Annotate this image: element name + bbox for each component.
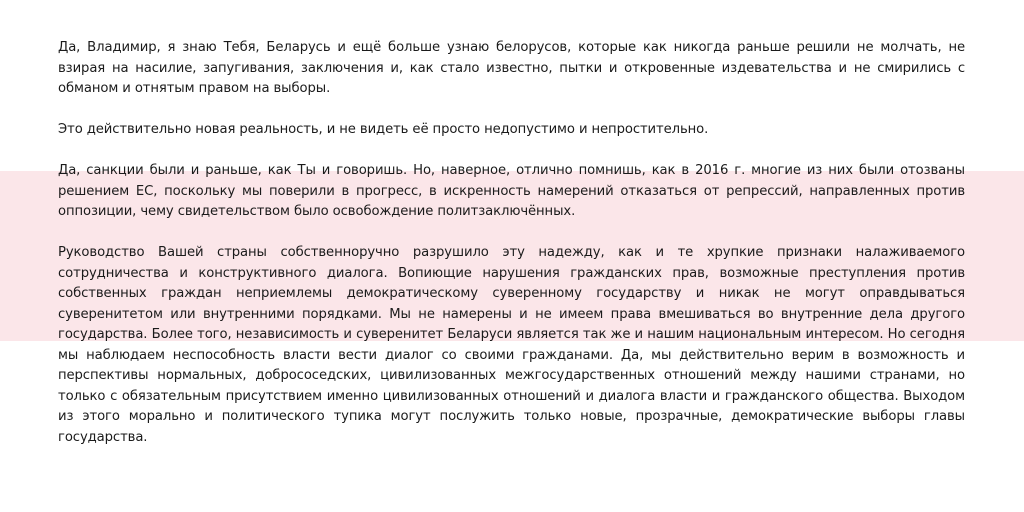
paragraph-1: Да, Владимир, я знаю Тебя, Беларусь и ещё больше узнаю белорусов, которые как никогда раньше решили не молчать, не взирая на насилие, запугивания, заключения и, как стало известно, пытки и откровенные издевательства и не смирились с обманом и отнятым правом на выборы. bbox=[58, 40, 965, 96]
paragraph-4: Руководство Вашей страны собственноручно разрушило эту надежду, как и те хрупкие признаки налаживаемого сотрудничества и конструктивного диалога. Вопиющие нарушения гражданских прав, возможные преступления против собственных граждан неприемлемы демократическому суверенному государству и никак не могут оправдываться суверенитетом или внутренними порядками. Мы не намерены и не имеем права вмешиваться во внутренние дела другого государства. Более того, независимость и суверенитет Беларуси является так же и нашим национальным интересом. Но сегодня мы наблюдаем неспособность власти вести диалог со своими гражданами. Да, мы действительно верим в возможность и перспективы нормальных, добрососедских, цивилизованных межгосударственных отношений между нашими странами, но только с обязательным присутствием именно цивилизованных отношений и диалога власти и гражданского общества. Выходом из этого морально и политического тупика могут послужить только новые, прозрачные, демократические выборы главы государства. bbox=[58, 245, 965, 445]
paragraph-2: Это действительно новая реальность, и не видеть её просто недопустимо и непростительно. bbox=[58, 122, 709, 137]
letter-text bbox=[58, 38, 965, 469]
paragraph-3: Да, санкции были и раньше, как Ты и говоришь. Но, наверное, отлично помнишь, как в 2016 г. многие из них были отозваны решением ЕС, поскольку мы поверили в прогресс, в искренность намерений отказаться от репрессий, направленных против оппозиции, чему свидетельством было освобождение политзаключённых. bbox=[58, 163, 965, 219]
